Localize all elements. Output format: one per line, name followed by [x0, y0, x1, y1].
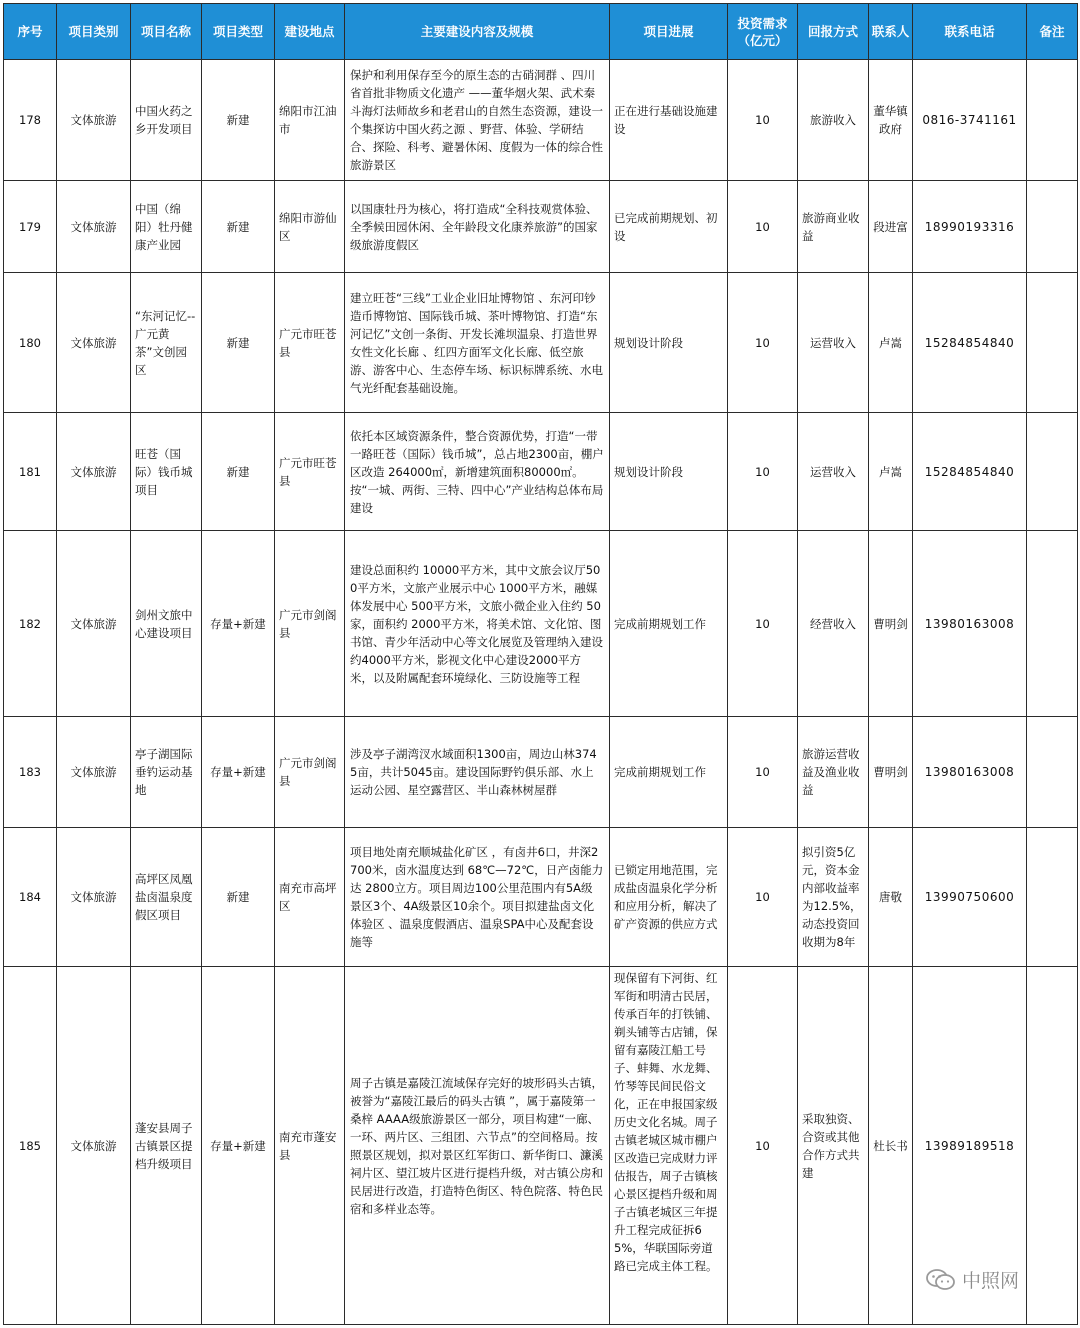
table-row: [4, 60, 1078, 181]
cell-content: 以国康牡丹为核心，将打造成“全科技观赏体验、全季候田园休闲、全年龄段文化康养旅游”的国家级旅游度假区: [345, 181, 610, 273]
cell-category: 文体旅游: [57, 967, 131, 1325]
cell-category: 文体旅游: [57, 413, 131, 531]
cell-investment: 10: [728, 60, 798, 181]
cell-no: 183: [4, 717, 57, 828]
cell-content: 涉及亭子湖湾汊水域面积1300亩，周边山林3745亩，共计5045亩。建设国际野钓俱乐部、水上运动公园、星空露营区、半山森林树屋群: [345, 717, 610, 828]
cell-name: 剑州文旅中心建设项目: [131, 531, 202, 717]
header-name: 项目名称: [131, 4, 202, 60]
cell-location: 南充市蓬安县: [275, 967, 345, 1325]
cell-type: 新建: [202, 273, 275, 413]
cell-name: “东河记忆--广元黄茶”文创园区: [131, 273, 202, 413]
cell-contact: 曹明剑: [869, 531, 913, 717]
cell-investment: 10: [728, 828, 798, 967]
cell-no: 184: [4, 828, 57, 967]
cell-investment: 10: [728, 967, 798, 1325]
cell-content: 周子古镇是嘉陵江流域保存完好的坡形码头古镇，被誉为“嘉陵江最后的码头古镇 ”，属于嘉陵第一桑梓 AAAA级旅游景区一部分，项目构建“一廊、一环、两片区、三组团、六节点”的空间格局。按照景区规划，拟对景区红军街口、新华街口、濂溪祠片区、望江坡片区进行提档升级，对古镇公房和民居进行改造，打造特色街区、特色院落、特色民宿和多样业态等。: [345, 967, 610, 1325]
cell-progress: 已锁定用地范围，完成盐卤温泉化学分析和应用分析，解决了矿产资源的供应方式: [610, 828, 728, 967]
cell-phone: 13989189518: [913, 967, 1027, 1325]
cell-location: 广元市旺苍县: [275, 413, 345, 531]
cell-contact: 卢嵩: [869, 273, 913, 413]
cell-investment: 10: [728, 273, 798, 413]
cell-location: 绵阳市游仙区: [275, 181, 345, 273]
cell-note: [1027, 828, 1078, 967]
cell-type: 存量+新建: [202, 531, 275, 717]
cell-content: 项目地处南充顺城盐化矿区 ，有卤井6口，井深2700米，卤水温度达到 68℃—72℃，日产卤能力达 2800立方。项目周边100公里范围内有5A级景区3个、4A级景区10余个。项目拟建盐卤文化体验区 、温泉度假酒店、温泉SPA中心及配套设施等: [345, 828, 610, 967]
cell-investment: 10: [728, 181, 798, 273]
cell-phone: 13990750600: [913, 828, 1027, 967]
cell-type: 新建: [202, 60, 275, 181]
cell-name: 亭子湖国际垂钓运动基地: [131, 717, 202, 828]
cell-note: [1027, 967, 1078, 1325]
header-no: 序号: [4, 4, 57, 60]
cell-contact: 段进富: [869, 181, 913, 273]
cell-progress: 正在进行基础设施建设: [610, 60, 728, 181]
cell-note: [1027, 413, 1078, 531]
cell-return: 运营收入: [798, 273, 869, 413]
cell-location: 广元市剑阁县: [275, 531, 345, 717]
cell-progress: 规划设计阶段: [610, 273, 728, 413]
cell-name: 蓬安县周子古镇景区提档升级项目: [131, 967, 202, 1325]
cell-content: 建立旺苍“三线”工业企业旧址博物馆 、东河印钞造币博物馆、国际钱币城、茶叶博物馆、打造“东河记忆”文创一条街、开发长滩坝温泉、打造世界女性文化长廊 、红四方面军文化长廊、低空旅游、游客中心、生态停车场、标识标牌系统、水电气光纤配套基础设施。: [345, 273, 610, 413]
wechat-icon: [926, 1269, 956, 1291]
cell-progress: 规划设计阶段: [610, 413, 728, 531]
cell-no: 185: [4, 967, 57, 1325]
cell-phone: 15284854840: [913, 413, 1027, 531]
cell-location: 绵阳市江油市: [275, 60, 345, 181]
cell-location: 广元市旺苍县: [275, 273, 345, 413]
cell-phone: 15284854840: [913, 273, 1027, 413]
cell-category: 文体旅游: [57, 181, 131, 273]
header-contact: 联系人: [869, 4, 913, 60]
cell-type: 新建: [202, 413, 275, 531]
cell-phone: 18990193316: [913, 181, 1027, 273]
cell-name: 高坪区凤凰盐卤温泉度假区项目: [131, 828, 202, 967]
cell-note: [1027, 717, 1078, 828]
cell-category: 文体旅游: [57, 531, 131, 717]
cell-contact: 董华镇政府: [869, 60, 913, 181]
cell-content: 建设总面积约 10000平方米，其中文旅会议厅500平方米，文旅产业展示中心 1000平方米，融媒体发展中心 500平方米，文旅小微企业入住约 50家，面积约 2000平方米，将美术馆、文化馆、图书馆、青少年活动中心等文化展览及管理纳入建设约4000平方米，影视文化中心建设2000平方米，以及附属配套环境绿化、三防设施等工程: [345, 531, 610, 717]
cell-investment: 10: [728, 531, 798, 717]
cell-progress: 现保留有下河街、红军街和明清古民居，传承百年的打铁铺、剃头铺等古店铺，保留有嘉陵江船工号子、蚌舞、水龙舞、竹琴等民间民俗文化，正在申报国家级历史文化名城。周子古镇老城区城市棚户区改造已完成财力评估报告，周子古镇核心景区提档升级和周子古镇老城区三年提升工程完成征拆65%，华联国际旁道路已完成主体工程。: [610, 967, 728, 1325]
cell-category: 文体旅游: [57, 717, 131, 828]
cell-return: 拟引资5亿元，资本金内部收益率为12.5%，动态投资回收期为8年: [798, 828, 869, 967]
header-investment: 投资需求 （亿元）: [728, 4, 798, 60]
cell-type: 新建: [202, 828, 275, 967]
cell-name: 旺苍（国际）钱币城项目: [131, 413, 202, 531]
cell-no: 179: [4, 181, 57, 273]
cell-investment: 10: [728, 717, 798, 828]
cell-category: 文体旅游: [57, 273, 131, 413]
cell-type: 存量+新建: [202, 717, 275, 828]
cell-location: 南充市高坪区: [275, 828, 345, 967]
cell-location: 广元市剑阁县: [275, 717, 345, 828]
cell-return: 旅游运营收益及渔业收益: [798, 717, 869, 828]
cell-return: 旅游收入: [798, 60, 869, 181]
cell-investment: 10: [728, 413, 798, 531]
cell-return: 采取独资、合资或其他合作方式共建: [798, 967, 869, 1325]
cell-content: 保护和利用保存至今的原生态的古硝洞群 、四川省首批非物质文化遗产 ——董华烟火架、武术秦斗海灯法师故乡和老君山的自然生态资源，建设一个集探访中国火药之源 、野营、体验、学研结合、探险、科考、避暑休闲、度假为一体的综合性旅游景区: [345, 60, 610, 181]
cell-phone: 13980163008: [913, 531, 1027, 717]
cell-return: 经营收入: [798, 531, 869, 717]
cell-note: [1027, 531, 1078, 717]
cell-no: 182: [4, 531, 57, 717]
cell-progress: 完成前期规划工作: [610, 717, 728, 828]
header-note: 备注: [1027, 4, 1078, 60]
cell-progress: 已完成前期规划、初设: [610, 181, 728, 273]
table-row: [4, 181, 1078, 273]
cell-content: 依托本区域资源条件，整合资源优势，打造“一带一路旺苍（国际）钱币城”，总占地2300亩，棚户区改造 264000㎡，新增建筑面积80000㎡。按“一城、两街、三特、四中心”产业结构总体布局建设: [345, 413, 610, 531]
cell-note: [1027, 60, 1078, 181]
watermark: [926, 1266, 1019, 1293]
cell-type: 存量+新建: [202, 967, 275, 1325]
cell-contact: 唐敬: [869, 828, 913, 967]
cell-type: 新建: [202, 181, 275, 273]
header-phone: 联系电话: [913, 4, 1027, 60]
cell-category: 文体旅游: [57, 828, 131, 967]
cell-note: [1027, 273, 1078, 413]
cell-phone: 13980163008: [913, 717, 1027, 828]
table-row: [4, 717, 1078, 828]
header-category: 项目类别: [57, 4, 131, 60]
header-return: 回报方式: [798, 4, 869, 60]
table-row: [4, 273, 1078, 413]
watermark-text: 中照网: [962, 1270, 1020, 1292]
header-content: 主要建设内容及规模: [345, 4, 610, 60]
table-row: [4, 413, 1078, 531]
cell-contact: 杜长书: [869, 967, 913, 1325]
cell-return: 旅游商业收益: [798, 181, 869, 273]
header-type: 项目类型: [202, 4, 275, 60]
table-row: [4, 967, 1078, 1325]
header-location: 建设地点: [275, 4, 345, 60]
cell-phone: 0816-3741161: [913, 60, 1027, 181]
cell-progress: 完成前期规划工作: [610, 531, 728, 717]
cell-contact: 曹明剑: [869, 717, 913, 828]
table-header-row: [4, 4, 1078, 60]
cell-no: 180: [4, 273, 57, 413]
cell-note: [1027, 181, 1078, 273]
cell-no: 178: [4, 60, 57, 181]
cell-no: 181: [4, 413, 57, 531]
table-row: [4, 828, 1078, 967]
cell-name: 中国火药之乡开发项目: [131, 60, 202, 181]
table-row: [4, 531, 1078, 717]
project-table: [3, 3, 1078, 1325]
cell-name: 中国（绵阳）牡丹健康产业园: [131, 181, 202, 273]
cell-category: 文体旅游: [57, 60, 131, 181]
cell-contact: 卢嵩: [869, 413, 913, 531]
cell-return: 运营收入: [798, 413, 869, 531]
header-progress: 项目进展: [610, 4, 728, 60]
